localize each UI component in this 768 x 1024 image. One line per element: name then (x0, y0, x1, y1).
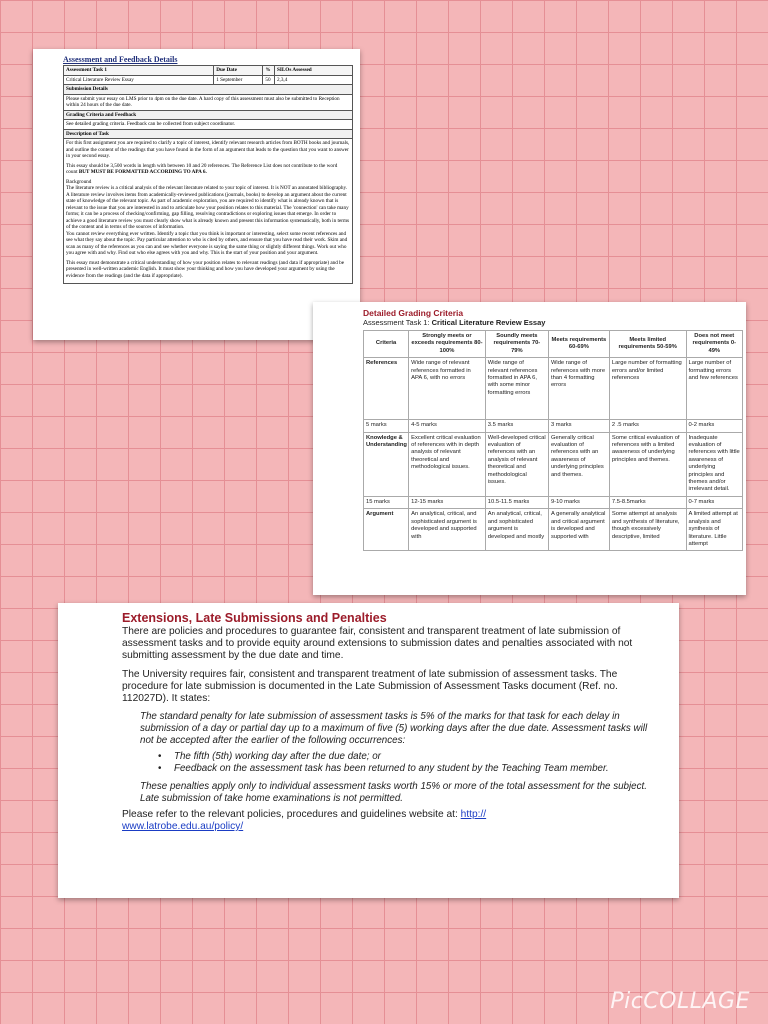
assessment-details-card (33, 49, 360, 340)
marks-cell: 3 marks (548, 420, 609, 432)
grading-cell: Some attempt at analysis and synthesis of literature, though excessively descriptive, limited (609, 509, 686, 551)
header-cell: Due Date (214, 66, 263, 76)
grading-header: Soundly meets requirements 70-79% (485, 331, 548, 358)
grading-row (364, 358, 743, 420)
cell: 1 September (214, 75, 263, 85)
grading-header: Does not meet requirements 0-49% (686, 331, 742, 358)
marks-cell: 7.5-8.5marks (609, 496, 686, 508)
grading-cell: Large number of formatting errors and few references (686, 358, 742, 420)
penalty-quote: The standard penalty for late submission of assessment tasks is 5% of the marks for that task for each delay in submission of a day or partial day up to a maximum of five (5) working days after the due date. Assessment tasks will not be accepted after the earlier of the following occurrences: (140, 711, 648, 746)
grading-header-row (364, 331, 743, 358)
grading-header: Meets limited requirements 50-59% (609, 331, 686, 358)
assessment-header-row (64, 66, 353, 76)
grading-cell: A generally analytical and critical argument is developed and supported with (548, 509, 609, 551)
marks-cell: 12-15 marks (409, 496, 486, 508)
criteria-label: Knowledge & Understanding (364, 432, 409, 496)
grading-criteria-card (313, 302, 746, 595)
apa-requirement: BUT MUST BE FORMATTED ACCORDING TO APA 6. (78, 169, 207, 175)
university-policy-text: The University requires fair, consistent and transparent treatment of late submission of assessment tasks. The procedure for late submission is documented in the Late Submission of Assessment Tasks document (Ref. no. 112027D). It states: (122, 668, 618, 705)
extensions-card (58, 603, 679, 898)
task-length-paragraph (66, 163, 350, 176)
marks-cell: 9-10 marks (548, 496, 609, 508)
policy-link[interactable]: http:// (460, 808, 487, 820)
extensions-intro: There are policies and procedures to guarantee fair, consistent and transparent treatment of late submission of assessment tasks and to provide equity around extensions to submission dates and penalties associated with not submitting assessment by the due date and time. (122, 626, 633, 662)
marks-cell: 4-5 marks (409, 420, 486, 432)
grading-subtitle-prefix: Assessment Task 1: (363, 318, 432, 327)
assessment-table (63, 65, 353, 284)
criteria-label: References (364, 358, 409, 420)
background-paragraph: The literature review is a critical analysis of the relevant literature related to your topic of interest. It is NOT an annotated bibliography. A literature review involves items from academically-reviewed publications (journals, books) to develop an argument about the current state of knowledge of the relevant topic. As part of academic exploration, you are required to identify what is already known that is relevant to the issue that you are interested in and to articulate how your position relates to this material. The 'connection' can take many forms; it can be a process of checking/confirming, gap filling, resolving contradictions or exploring issues that emerge. In order to achieve a good literature review you must clearly show what is already known and present this information systematically, both in terms of the content and in terms of the sources of information. (66, 185, 350, 230)
piccollage-watermark: PicCOLLAGE (610, 989, 750, 1014)
marks-label: 5 marks (364, 420, 409, 432)
extensions-title: Extensions, Late Submissions and Penalties (122, 611, 387, 625)
grading-cell: Well-developed critical evaluation of references with an analysis of relevant theoretical and methodological issues. (485, 432, 548, 496)
list-item: • Feedback on the assessment task has been returned to any student by the Teaching Team member. (158, 763, 651, 775)
cell: 2,3,4 (274, 75, 352, 85)
penalty-scope-quote: These penalties apply only to individual assessment tasks worth 15% or more of the total assessment for the subject. Late submission of take home examinations is not permitted. (140, 781, 647, 804)
cell: Critical Literature Review Essay (64, 75, 214, 85)
grading-cell: An analytical, critical, and sophisticated argument is developed and mostly (485, 509, 548, 551)
submission-text: Please submit your essay on LMS prior to 4pm on the due date. A hard copy of this assessment must also be submitted to Reception within 24 hours of the due date. (64, 94, 353, 110)
task-paragraph: For this first assignment you are required to clarify a topic of interest, identify relevant research articles from BOTH books and journals, and outline the content of the readings that you have found in the form of an argument that leads to the question that you want to answer in your second essay. (66, 140, 350, 159)
closing-paragraph: This essay must demonstrate a critical understanding of how your position relates to relevant readings (and data if appropriate) and be presented in well-written academic English. It must show your thinking and how you have developed your argument by using the evidence from the readings (and the data if appropriate). (66, 259, 345, 279)
marks-cell: 2 .5 marks (609, 420, 686, 432)
grading-cell: Some critical evaluation of references with a limited awareness of underlying principles and themes. (609, 432, 686, 496)
marks-row (364, 496, 743, 508)
marks-cell: 0-7 marks (686, 496, 742, 508)
task-length-text: This essay should be 3,500 words in length with between 10 and 20 references. The Reference List does not contribute to the word count (66, 162, 338, 175)
grading-text: See detailed grading criteria. Feedback can be collected from subject coordinator. (64, 120, 353, 130)
assessment-row (64, 75, 353, 85)
background-heading: Background (66, 178, 92, 185)
grading-header: Strongly meets or exceeds requirements 80-100% (409, 331, 486, 358)
grading-row (364, 432, 743, 496)
grading-cell: Wide range of relevant references formatted in APA 6, with no errors (409, 358, 486, 420)
task-description (64, 139, 353, 284)
grading-header: Meets requirements 60-69% (548, 331, 609, 358)
assessment-title: Assessment and Feedback Details (63, 55, 178, 64)
grading-subtitle (363, 318, 738, 327)
grading-cell: Wide range of references with more than 4 formatting errors (548, 358, 609, 420)
list-item: • The fifth (5th) working day after the due date; or (158, 751, 651, 763)
grading-cell: Excellent critical evaluation of references with in depth analysis of relevant theoretical and methodological issues. (409, 432, 486, 496)
cell: 50 (263, 75, 275, 85)
grading-header: Criteria (364, 331, 409, 358)
background-paragraph-2: You cannot review everything ever written. Identify a topic that you think is important or interesting, select some recent references and see what they say about the topic. Pay particular attention to who is cited by others, and ensure that you have read their work. Skim and scan as many of the references as you can and see whether everyone is saying the same thing or slightly different things. Work out who you agree with and why. Find out who else agrees with you and why. This is the start of your position and your argument. (66, 230, 348, 256)
header-cell: SILOs Assessed (274, 66, 352, 76)
grading-cell: An analytical, critical, and sophisticated argument is developed and supported with (409, 509, 486, 551)
marks-cell: 0-2 marks (686, 420, 742, 432)
task-heading: Description of Task (64, 129, 353, 139)
header-cell: Assessment Task 1 (64, 66, 214, 76)
grading-table (363, 330, 743, 551)
refer-paragraph (122, 809, 651, 833)
policy-link-continued[interactable]: www.latrobe.edu.au/policy/ (122, 820, 244, 832)
marks-label: 15 marks (364, 496, 409, 508)
refer-text: Please refer to the relevant policies, procedures and guidelines website at: (122, 808, 461, 820)
grading-cell: A limited attempt at analysis and synthesis of literature. Little attempt (686, 509, 742, 551)
criteria-label: Argument (364, 509, 409, 551)
grading-subtitle-task: Critical Literature Review Essay (431, 318, 546, 327)
grading-cell: Wide range of relevant references formatted in APA 6, with some minor formatting errors (485, 358, 548, 420)
grading-heading: Grading Criteria and Feedback (64, 110, 353, 120)
grading-title: Detailed Grading Criteria (363, 308, 464, 318)
grading-cell: Large number of formatting errors and/or limited references (609, 358, 686, 420)
occurrence-list (158, 751, 651, 776)
grading-cell: Generally critical evaluation of references with an awareness of underlying principles and themes. (548, 432, 609, 496)
marks-cell: 10.5-11.5 marks (485, 496, 548, 508)
header-cell: % (263, 66, 275, 76)
submission-heading: Submission Details (64, 85, 353, 95)
grading-row (364, 509, 743, 551)
grading-cell: Inadequate evaluation of references with little awareness of underlying principles and themes and/or irrelevant detail. (686, 432, 742, 496)
marks-row (364, 420, 743, 432)
marks-cell: 3.5 marks (485, 420, 548, 432)
